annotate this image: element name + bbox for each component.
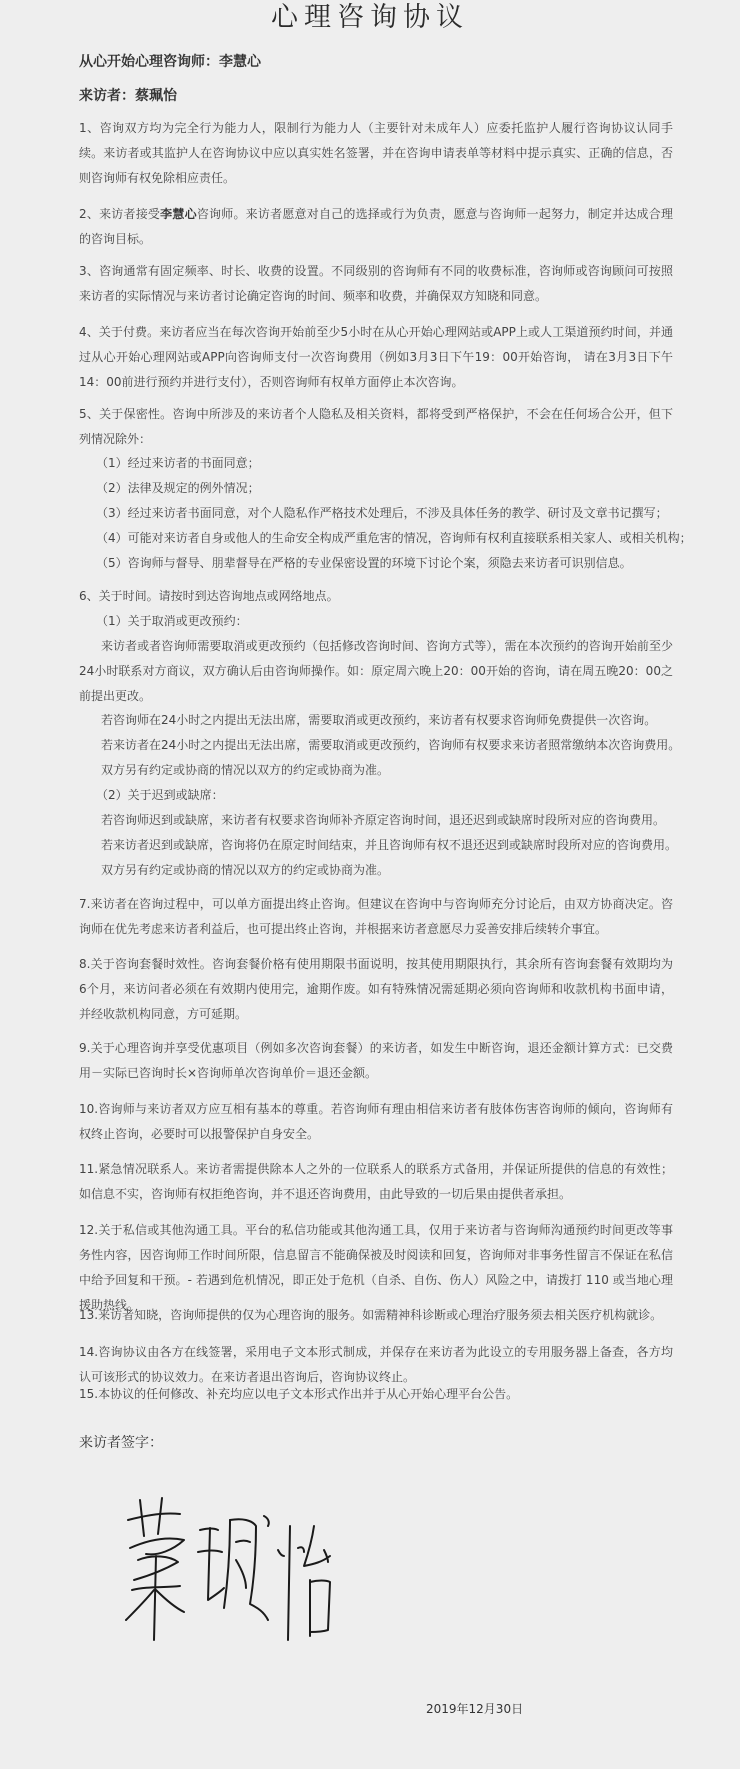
clause-6: 6、关于时间。请按时到达咨询地点或网络地点。 <box>79 589 339 603</box>
clause-6-sub-1-b: 若来访者在24小时之内提出无法出席，需要取消或更改预约，咨询师有权要求来访者照常缴纳本次咨询费用。 <box>101 738 681 752</box>
clause-5-item-1: （1）经过来访者的书面同意； <box>96 456 260 470</box>
clause-10: 10.咨询师与来访者双方应互相有基本的尊重。若咨询师有理由相信来访者有肢体伤害咨询师的倾向，咨询师有权终止咨询，必要时可以报警保护自身安全。 <box>79 1102 673 1141</box>
clause-13: 13.来访者知晓，咨询师提供的仅为心理咨询的服务。如需精神科诊断或心理治疗服务须去相关医疗机构就诊。 <box>79 1308 663 1322</box>
counselor-line: 从心开始心理咨询师：李慧心 <box>79 54 261 70</box>
clause-5: 5、关于保密性。咨询中所涉及的来访者个人隐私及相关资料，都将受到严格保护，不会在任何场合公开，但下列情况除外： <box>79 407 673 446</box>
clause-4: 4、关于付费。来访者应当在每次咨询开始前至少5小时在从心开始心理网站或APP上或人工渠道预约时间，并通过从心开始心理网站或APP向咨询师支付一次咨询费用（例如3月3日下午19：00开始咨询， 请在3月3日下午14：00前进行预约并进行支付），否则咨询师有权单方面停止本次咨询。 <box>79 325 673 389</box>
clause-11: 11.紧急情况联系人。来访者需提供除本人之外的一位联系人的联系方式备用，并保证所提供的信息的有效性；如信息不实，咨询师有权拒绝咨询，并不退还咨询费用，由此导致的一切后果由提供者承担。 <box>79 1162 673 1201</box>
clause-6-sub-1-a: 若咨询师在24小时之内提出无法出席，需要取消或更改预约，来访者有权要求咨询师免费提供一次咨询。 <box>101 713 657 727</box>
clause-2-text-b: 咨询师。来访者愿意对自己的选择或行为负责，愿意与咨询师一起努力，制定并达成合理的咨询目标。 <box>79 207 673 246</box>
clause-15: 15.本协议的任何修改、补充均应以电子文本形式作出并于从心开始心理平台公告。 <box>79 1387 519 1401</box>
clause-14: 14.咨询协议由各方在线签署，采用电子文本形式制成，并保存在来访者为此设立的专用服务器上备查，各方均认可该形式的协议效力。在来访者退出咨询后，咨询协议终止。 <box>79 1345 673 1384</box>
clause-6-sub-2-b: 若来访者迟到或缺席，咨询将仍在原定时间结束，并且咨询师有权不退还迟到或缺席时段所对应的咨询费用。 <box>101 838 678 852</box>
clause-5-item-4: （4）可能对来访者自身或他人的生命安全构成严重危害的情况，咨询师有权利直接联系相关家人、或相关机构； <box>96 531 692 545</box>
handwritten-signature <box>118 1490 338 1650</box>
visitor-line: 来访者：蔡珮怡 <box>79 88 177 104</box>
clause-6-sub-2-a: 若咨询师迟到或缺席，来访者有权要求咨询师补齐原定咨询时间，退还迟到或缺席时段所对应的咨询费用。 <box>101 813 666 827</box>
clause-7: 7.来访者在咨询过程中，可以单方面提出终止咨询。但建议在咨询中与咨询师充分讨论后，由双方协商决定。咨询师在优先考虑来访者利益后，也可提出终止咨询，并根据来访者意愿尽力妥善安排后续转介事宜。 <box>79 897 673 936</box>
clause-3: 3、咨询通常有固定频率、时长、收费的设置。不同级别的咨询师有不同的收费标准，咨询师或咨询顾问可按照来访者的实际情况与来访者讨论确定咨询的时间、频率和收费，并确保双方知晓和同意。 <box>79 264 673 303</box>
clause-2-text-a: 2、来访者接受 <box>79 207 161 221</box>
clause-2 <box>79 202 673 252</box>
clause-8: 8.关于咨询套餐时效性。咨询套餐价格有使用期限书面说明，按其使用期限执行，其余所有咨询套餐有效期均为6个月，来访问者必须在有效期内使用完，逾期作废。如有特殊情况需延期必须向咨询师和收款机构书面申请，并经收款机构同意，方可延期。 <box>79 957 673 1021</box>
clause-12: 12.关于私信或其他沟通工具。平台的私信功能或其他沟通工具，仅用于来访者与咨询师沟通预约时间更改等事务性内容，因咨询师工作时间所限，信息留言不能确保被及时阅读和回复，咨询师对非事务性留言不保证在私信中给予回复和干预。- 若遇到危机情况，即正处于危机（自杀、自伤、伤人）风险之中，请拨打 110 或当地心理援助热线。 <box>79 1223 673 1312</box>
clause-9: 9.关于心理咨询并享受优惠项目（例如多次咨询套餐）的来访者，如发生中断咨询，退还金额计算方式：已交费用－实际已咨询时长×咨询师单次咨询单价＝退还金额。 <box>79 1041 673 1080</box>
document-title: 心理咨询协议 <box>271 2 469 33</box>
clause-1: 1、咨询双方均为完全行为能力人，限制行为能力人（主要针对未成年人）应委托监护人履行咨询协议认同手续。来访者或其监护人在咨询协议中应以真实姓名签署，并在咨询申请表单等材料中提示真实、正确的信息，否则咨询师有权免除相应责任。 <box>79 121 673 185</box>
clause-6-sub-1-text: 来访者或者咨询师需要取消或更改预约（包括修改咨询时间、咨询方式等），需在本次预约的咨询开始前至少24小时联系对方商议，双方确认后由咨询师操作。如：原定周六晚上20：00开始的咨询，请在周五晚20：00之前提出更改。 <box>79 639 673 703</box>
clause-6-sub-2: （2）关于迟到或缺席： <box>96 788 224 802</box>
clause-6-sub-1: （1）关于取消或更改预约： <box>96 614 248 628</box>
clause-5-item-2: （2）法律及规定的例外情况； <box>96 481 260 495</box>
signature-date: 2019年12月30日 <box>426 1702 524 1716</box>
clause-5-item-5: （5）咨询师与督导、朋辈督导在严格的专业保密设置的环境下讨论个案，须隐去来访者可识别信息。 <box>96 556 632 570</box>
clause-6-sub-2-c: 双方另有约定或协商的情况以双方的约定或协商为准。 <box>101 863 390 877</box>
signature-label: 来访者签字： <box>79 1435 163 1451</box>
clause-6-sub-1-c: 双方另有约定或协商的情况以双方的约定或协商为准。 <box>101 763 390 777</box>
clause-2-counselor-name: 李慧心 <box>160 207 197 221</box>
clause-5-item-3: （3）经过来访者书面同意，对个人隐私作严格技术处理后，不涉及具体任务的教学、研讨及文章书记撰写； <box>96 506 668 520</box>
